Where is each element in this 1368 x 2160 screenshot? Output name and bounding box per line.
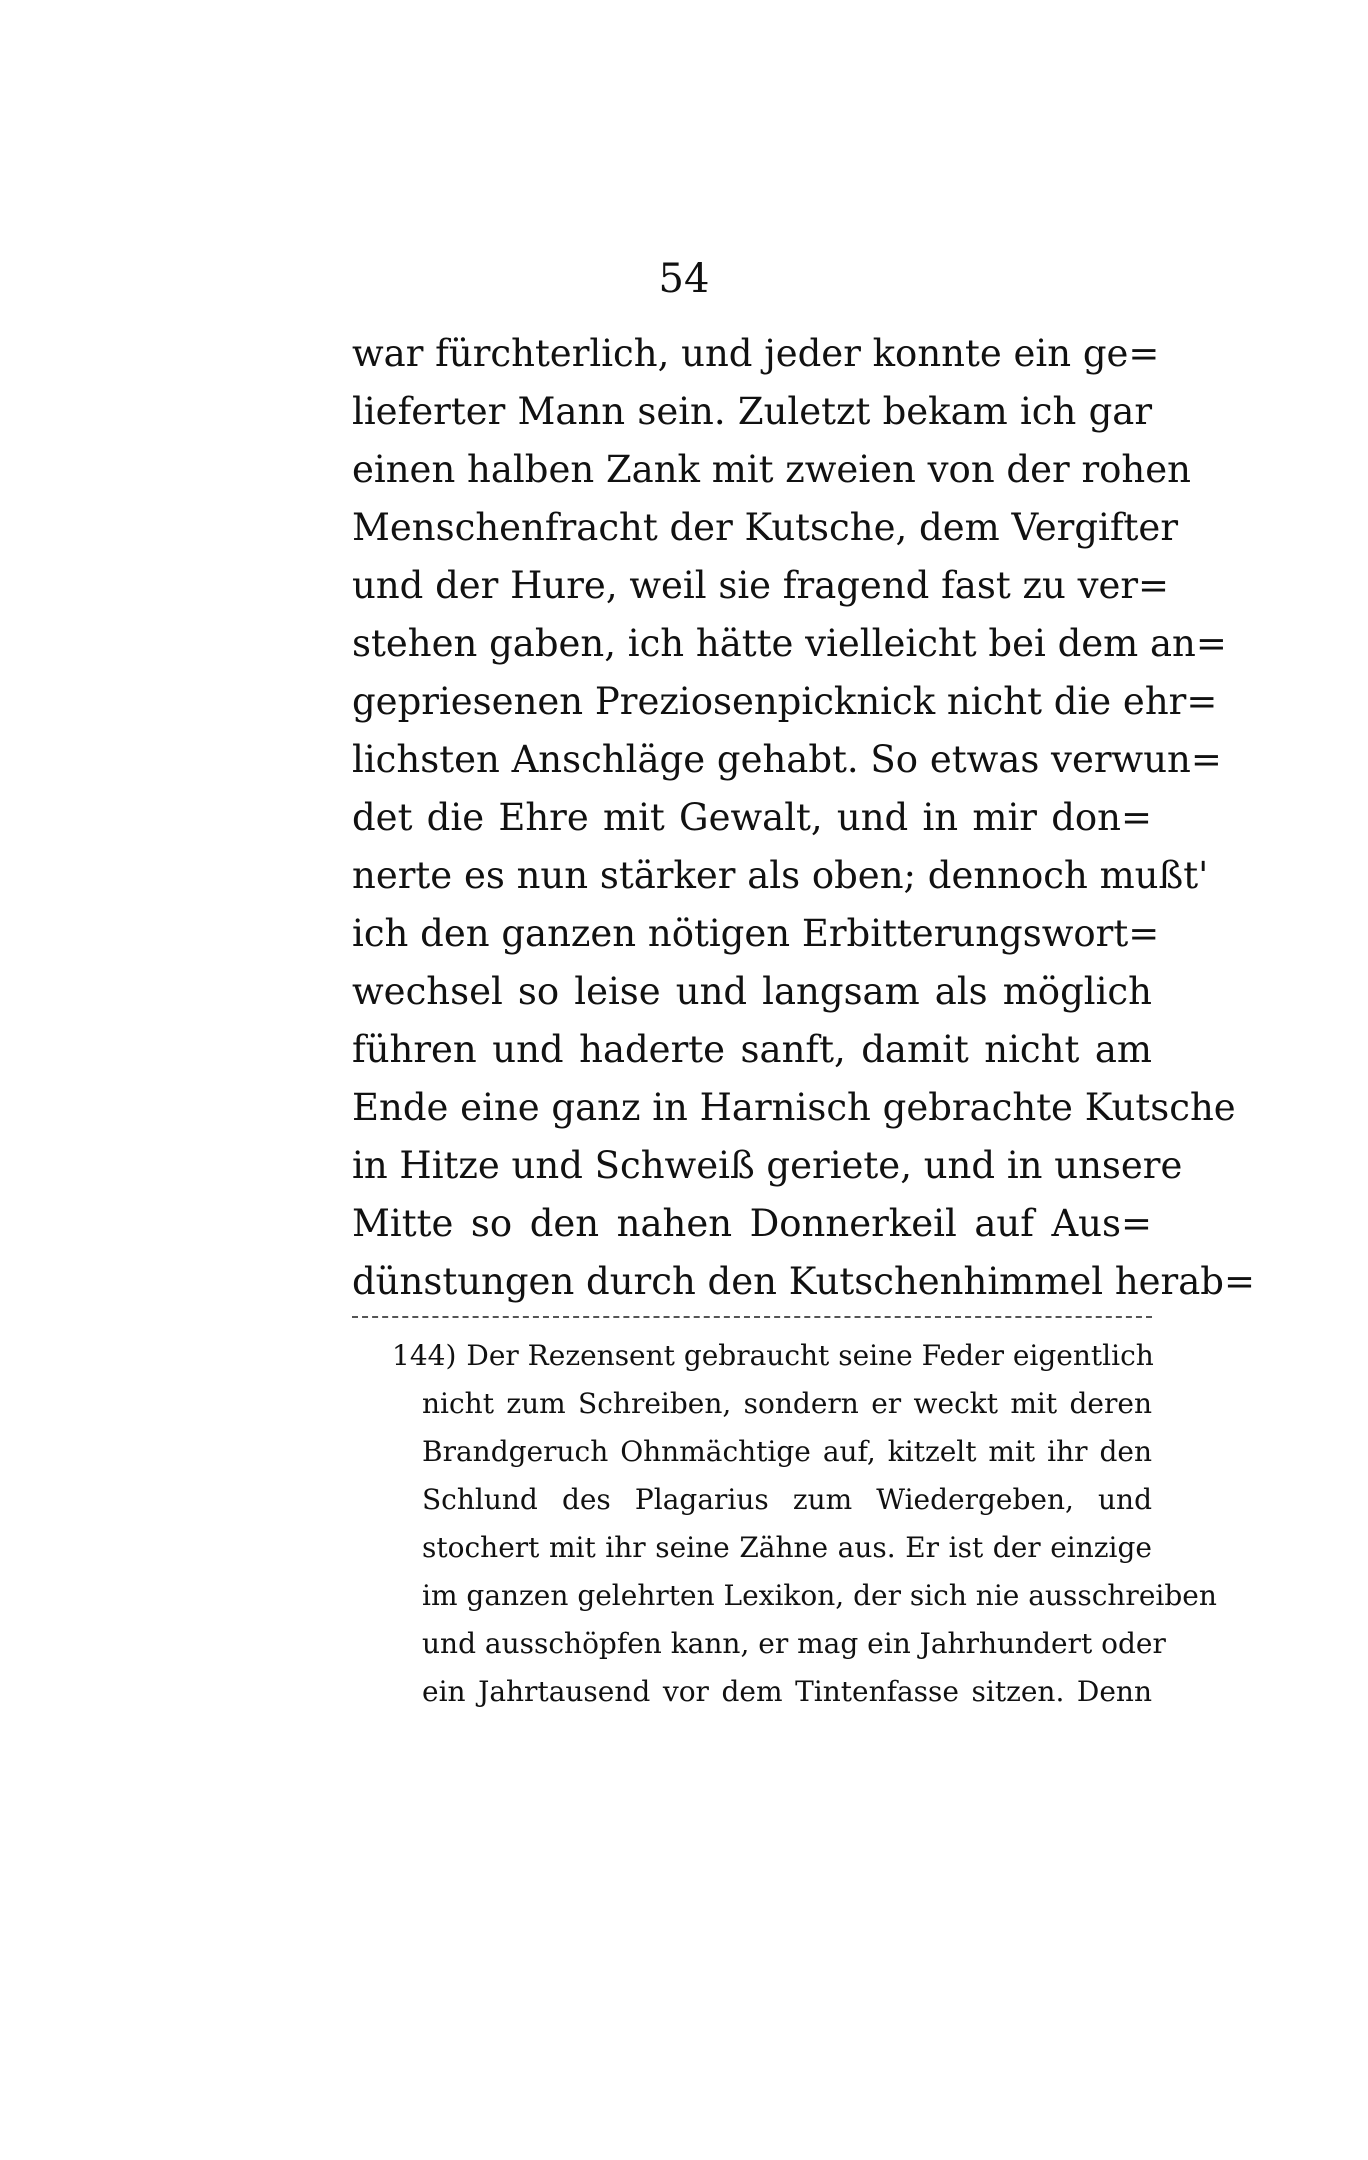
footnote-line: nicht zum Schreiben, sondern er weckt mit deren (422, 1387, 1152, 1420)
text-line: dünstungen durch den Kutschenhimmel herab= (352, 1260, 1255, 1303)
text-line: ich den ganzen nötigen Erbitterungswort= (352, 912, 1160, 955)
text-line: stehen gaben, ich hätte vielleicht bei dem an= (352, 622, 1227, 665)
footnote-line: Schlund des Plagarius zum Wiedergeben, und (422, 1483, 1152, 1516)
text-line: gepriesenen Preziosenpicknick nicht die ehr= (352, 680, 1218, 723)
footnote-divider (352, 1316, 1152, 1318)
footnote-line (352, 1332, 1152, 1380)
text-line: einen halben Zank mit zweien von der rohen (352, 448, 1191, 491)
footnote (352, 1332, 1217, 1716)
text-line: lichsten Anschläge gehabt. So etwas verwun= (352, 738, 1222, 781)
text-line: det die Ehre mit Gewalt, und in mir don= (352, 796, 1152, 839)
text-line: Mitte so den nahen Donnerkeil auf Aus= (352, 1202, 1152, 1245)
text-line: war fürchterlich, und jeder konnte ein ge= (352, 332, 1160, 375)
footnote-marker: 144) (392, 1339, 457, 1372)
footnote-line: ein Jahrtausend vor dem Tintenfasse sitzen. Denn (422, 1675, 1152, 1708)
footnote-line-text: Der Rezensent gebraucht seine Feder eigentlich (466, 1339, 1154, 1372)
page-number: 54 (658, 256, 710, 302)
text-line: Menschenfracht der Kutsche, dem Vergifter (352, 506, 1179, 549)
text-line: lieferter Mann sein. Zuletzt bekam ich gar (352, 390, 1152, 433)
footnote-line: im ganzen gelehrten Lexikon, der sich nie ausschreiben (422, 1579, 1217, 1612)
footnote-line: und ausschöpfen kann, er mag ein Jahrhundert oder (422, 1627, 1166, 1660)
footnote-line: Brandgeruch Ohnmächtige auf, kitzelt mit ihr den (422, 1435, 1152, 1468)
text-line: wechsel so leise und langsam als möglich (352, 970, 1152, 1013)
footnote-line: stochert mit ihr seine Zähne aus. Er ist der einzige (422, 1531, 1152, 1564)
text-line: führen und haderte sanft, damit nicht am (352, 1028, 1152, 1071)
text-line: und der Hure, weil sie fragend fast zu ver= (352, 564, 1170, 607)
text-line: Ende eine ganz in Harnisch gebrachte Kutsche (352, 1086, 1236, 1129)
text-line: nerte es nun stärker als oben; dennoch mußt' (352, 854, 1209, 897)
main-text (352, 325, 1255, 1311)
text-line: in Hitze und Schweiß geriete, und in unsere (352, 1144, 1183, 1187)
